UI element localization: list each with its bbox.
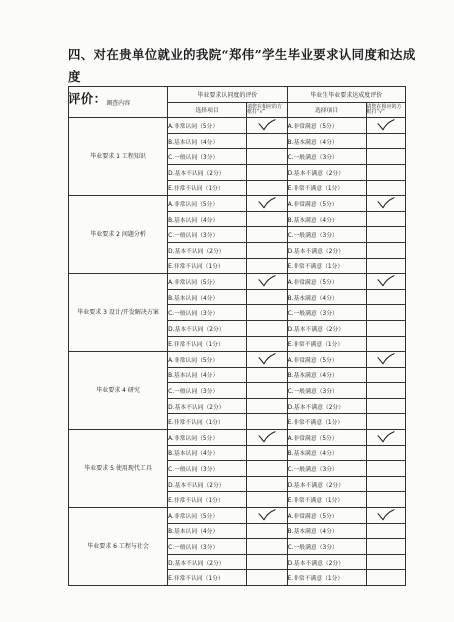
recognition-option: E.非常不认同（1分） <box>168 414 247 430</box>
recognition-checkbox-cell[interactable] <box>247 196 288 212</box>
achievement-checkbox-cell[interactable] <box>366 305 406 321</box>
achievement-option: C.一般满意（3分） <box>287 149 366 165</box>
achievement-checkbox-cell[interactable] <box>366 523 406 539</box>
check-mark-icon <box>257 274 277 288</box>
check-mark-icon <box>257 352 277 366</box>
recognition-option: B.基本认同（4分） <box>168 523 247 539</box>
section-heading-line1: 四、对在贵单位就业的我院“郑伟”学生毕业要求认同度和达成度 <box>68 47 416 84</box>
recognition-option: A.非常认同（5分） <box>168 430 247 446</box>
achievement-option: D.基本不满意（2分） <box>287 398 366 414</box>
recognition-checkbox-cell[interactable] <box>247 492 288 508</box>
achievement-option: E.非常不满意（1分） <box>287 570 366 586</box>
table-row <box>69 352 406 368</box>
check-mark-icon <box>257 430 277 444</box>
check-mark-icon <box>257 118 277 132</box>
recognition-checkbox-cell[interactable] <box>247 320 288 336</box>
recognition-header: 毕业要求认同度的评价 <box>168 87 287 103</box>
recognition-option: D.基本不认同（2分） <box>168 164 247 180</box>
recognition-option: B.基本认同（4分） <box>168 289 247 305</box>
recognition-checkbox-cell[interactable] <box>247 258 288 274</box>
recognition-checkbox-cell[interactable] <box>247 274 288 290</box>
recognition-checkbox-cell[interactable] <box>247 539 288 555</box>
achievement-checkbox-cell[interactable] <box>366 164 406 180</box>
recognition-option: D.基本不认同（2分） <box>168 320 247 336</box>
recognition-checkbox-cell[interactable] <box>247 476 288 492</box>
achievement-checkbox-cell[interactable] <box>366 274 406 290</box>
check-mark-icon <box>257 508 277 522</box>
table-row <box>69 196 406 212</box>
achievement-checkbox-cell[interactable] <box>366 242 406 258</box>
recognition-check-note: 请您在相应的方框打“√” <box>247 102 288 118</box>
check-mark-icon <box>376 196 396 210</box>
achievement-checkbox-cell[interactable] <box>366 196 406 212</box>
recognition-checkbox-cell[interactable] <box>247 289 288 305</box>
recognition-option: A.非常认同（5分） <box>168 196 247 212</box>
achievement-checkbox-cell[interactable] <box>366 430 406 446</box>
achievement-checkbox-cell[interactable] <box>366 211 406 227</box>
achievement-option: D.基本不满意（2分） <box>287 476 366 492</box>
achievement-checkbox-cell[interactable] <box>366 398 406 414</box>
achievement-option: D.基本不满意（2分） <box>287 320 366 336</box>
achievement-option: B.基本满意（4分） <box>287 445 366 461</box>
achievement-option: C.一般满意（3分） <box>287 227 366 243</box>
recognition-checkbox-cell[interactable] <box>247 554 288 570</box>
survey-content-header: 调查内容 <box>69 87 168 118</box>
recognition-checkbox-cell[interactable] <box>247 149 288 165</box>
recognition-select-header: 选择项目 <box>168 102 247 118</box>
achievement-checkbox-cell[interactable] <box>366 180 406 196</box>
achievement-option: A.非常满意（5分） <box>287 118 366 134</box>
achievement-checkbox-cell[interactable] <box>366 149 406 165</box>
achievement-checkbox-cell[interactable] <box>366 570 406 586</box>
check-mark-icon <box>376 118 396 132</box>
achievement-option: D.基本不满意（2分） <box>287 554 366 570</box>
achievement-option: E.非常不满意（1分） <box>287 414 366 430</box>
achievement-checkbox-cell[interactable] <box>366 414 406 430</box>
recognition-option: E.非常不认同（1分） <box>168 336 247 352</box>
recognition-checkbox-cell[interactable] <box>247 570 288 586</box>
achievement-option: B.基本满意（4分） <box>287 133 366 149</box>
recognition-checkbox-cell[interactable] <box>247 508 288 524</box>
recognition-checkbox-cell[interactable] <box>247 305 288 321</box>
achievement-option: E.非常不满意（1分） <box>287 180 366 196</box>
recognition-checkbox-cell[interactable] <box>247 118 288 134</box>
achievement-select-header: 选择项目 <box>287 102 366 118</box>
achievement-option: E.非常不满意（1分） <box>287 492 366 508</box>
check-mark-icon <box>376 430 396 444</box>
achievement-checkbox-cell[interactable] <box>366 118 406 134</box>
achievement-option: C.一般满意（3分） <box>287 305 366 321</box>
requirement-label: 毕业要求 4 研究 <box>69 352 168 430</box>
recognition-checkbox-cell[interactable] <box>247 227 288 243</box>
achievement-option: B.基本满意（4分） <box>287 367 366 383</box>
recognition-checkbox-cell[interactable] <box>247 414 288 430</box>
recognition-option: B.基本认同（4分） <box>168 133 247 149</box>
achievement-option: D.基本不满意（2分） <box>287 164 366 180</box>
achievement-option: C.一般满意（3分） <box>287 461 366 477</box>
recognition-checkbox-cell[interactable] <box>247 336 288 352</box>
table-row <box>69 274 406 290</box>
recognition-option: D.基本不认同（2分） <box>168 242 247 258</box>
recognition-option: E.非常不认同（1分） <box>168 180 247 196</box>
achievement-option: B.基本满意（4分） <box>287 211 366 227</box>
achievement-checkbox-cell[interactable] <box>366 539 406 555</box>
recognition-option: C.一般认同（3分） <box>168 539 247 555</box>
requirement-label: 毕业要求 6 工程与社会 <box>69 508 168 586</box>
recognition-option: C.一般认同（3分） <box>168 383 247 399</box>
achievement-checkbox-cell[interactable] <box>366 227 406 243</box>
check-mark-icon <box>376 508 396 522</box>
requirement-label: 毕业要求 3 设计/开发解决方案 <box>69 274 168 352</box>
recognition-checkbox-cell[interactable] <box>247 523 288 539</box>
recognition-checkbox-cell[interactable] <box>247 461 288 477</box>
achievement-checkbox-cell[interactable] <box>366 133 406 149</box>
check-mark-icon <box>257 196 277 210</box>
recognition-checkbox-cell[interactable] <box>247 445 288 461</box>
recognition-checkbox-cell[interactable] <box>247 352 288 368</box>
achievement-option: B.基本满意（4分） <box>287 289 366 305</box>
recognition-checkbox-cell[interactable] <box>247 180 288 196</box>
achievement-option: A.非常满意（5分） <box>287 196 366 212</box>
achievement-checkbox-cell[interactable] <box>366 289 406 305</box>
survey-body <box>69 118 406 586</box>
recognition-option: C.一般认同（3分） <box>168 305 247 321</box>
achievement-checkbox-cell[interactable] <box>366 367 406 383</box>
achievement-checkbox-cell[interactable] <box>366 383 406 399</box>
recognition-option: C.一般认同（3分） <box>168 227 247 243</box>
achievement-checkbox-cell[interactable] <box>366 476 406 492</box>
achievement-option: E.非常不满意（1分） <box>287 336 366 352</box>
achievement-checkbox-cell[interactable] <box>366 554 406 570</box>
achievement-checkbox-cell[interactable] <box>366 320 406 336</box>
achievement-checkbox-cell[interactable] <box>366 258 406 274</box>
recognition-option: C.一般认同（3分） <box>168 149 247 165</box>
achievement-option: C.一般满意（3分） <box>287 539 366 555</box>
table-row <box>69 430 406 446</box>
requirement-label: 毕业要求 1 工程知识 <box>69 118 168 196</box>
achievement-check-note: 请您在相应的方框打“√” <box>366 102 406 118</box>
recognition-checkbox-cell[interactable] <box>247 133 288 149</box>
recognition-checkbox-cell[interactable] <box>247 430 288 446</box>
table-row <box>69 118 406 134</box>
recognition-checkbox-cell[interactable] <box>247 242 288 258</box>
achievement-checkbox-cell[interactable] <box>366 336 406 352</box>
recognition-option: A.非常认同（5分） <box>168 352 247 368</box>
table-row <box>69 508 406 524</box>
achievement-header: 毕业生毕业要求达成度评价 <box>287 87 405 103</box>
recognition-checkbox-cell[interactable] <box>247 211 288 227</box>
achievement-option: A.非常满意（5分） <box>287 508 366 524</box>
recognition-option: E.非常不认同（1分） <box>168 492 247 508</box>
recognition-option: A.非常认同（5分） <box>168 118 247 134</box>
achievement-checkbox-cell[interactable] <box>366 352 406 368</box>
achievement-checkbox-cell[interactable] <box>366 508 406 524</box>
recognition-option: C.一般认同（3分） <box>168 461 247 477</box>
check-mark-icon <box>376 274 396 288</box>
requirement-label: 毕业要求 2 问题分析 <box>69 196 168 274</box>
recognition-checkbox-cell[interactable] <box>247 164 288 180</box>
recognition-option: B.基本认同（4分） <box>168 367 247 383</box>
recognition-option: A.非常认同（5分） <box>168 274 247 290</box>
achievement-option: A.非常满意（5分） <box>287 274 366 290</box>
recognition-option: B.基本认同（4分） <box>168 211 247 227</box>
achievement-checkbox-cell[interactable] <box>366 445 406 461</box>
check-mark-icon <box>376 352 396 366</box>
recognition-option: E.非常不认同（1分） <box>168 258 247 274</box>
recognition-option: B.基本认同（4分） <box>168 445 247 461</box>
evaluation-table <box>68 86 406 586</box>
achievement-option: A.非常满意（5分） <box>287 352 366 368</box>
recognition-option: E.非常不认同（1分） <box>168 570 247 586</box>
recognition-checkbox-cell[interactable] <box>247 367 288 383</box>
achievement-checkbox-cell[interactable] <box>366 461 406 477</box>
recognition-option: D.基本不认同（2分） <box>168 476 247 492</box>
recognition-option: D.基本不认同（2分） <box>168 398 247 414</box>
achievement-option: E.非常不满意（1分） <box>287 258 366 274</box>
achievement-option: D.基本不满意（2分） <box>287 242 366 258</box>
recognition-checkbox-cell[interactable] <box>247 398 288 414</box>
recognition-option: A.非常认同（5分） <box>168 508 247 524</box>
recognition-checkbox-cell[interactable] <box>247 383 288 399</box>
achievement-checkbox-cell[interactable] <box>366 492 406 508</box>
achievement-option: A.非常满意（5分） <box>287 430 366 446</box>
recognition-option: D.基本不认同（2分） <box>168 554 247 570</box>
achievement-option: B.基本满意（4分） <box>287 523 366 539</box>
section-heading-line2: 评价： <box>68 91 107 106</box>
requirement-label: 毕业要求 5 使用现代工具 <box>69 430 168 508</box>
achievement-option: C.一般满意（3分） <box>287 383 366 399</box>
